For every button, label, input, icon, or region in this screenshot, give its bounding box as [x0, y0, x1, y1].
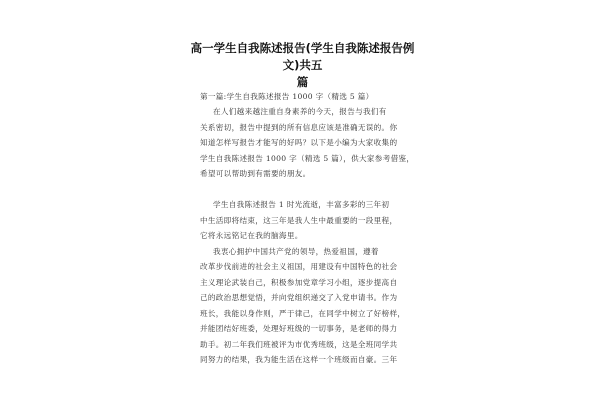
paragraph-line: 同努力的结果，我为能生活在这样一个班级而自豪。三年 — [200, 355, 398, 364]
paragraph-line: 并能团结好班委，处理好班级的一切事务，是老师的得力 — [200, 324, 398, 333]
paragraph-line: 知道怎样写报告才能写的好吗？以下是小编为大家收集的 — [200, 138, 398, 147]
paragraph-line: 我衷心拥护中国共产党的领导，热爱祖国，遵着 — [213, 247, 379, 256]
paragraph-line: 助手。初二年我们班被评为市优秀班级，这是全班同学共 — [200, 340, 398, 349]
paragraph-line: 在人们越来越注重自身素养的今天，报告与我们有 — [213, 107, 387, 116]
section-heading: 第一篇:学生自我陈述报告 1000 字（精选 5 篇） — [200, 92, 374, 101]
paragraph-line: 学生自我陈述报告 1000 字（精选 5 篇），供大家参考借鉴， — [200, 154, 415, 163]
paragraph-line: 改革步伐前进的社会主义祖国，用建设有中国特色的社会 — [200, 262, 398, 271]
title-line-2: 篇 — [296, 75, 309, 89]
paragraph-line: 己的政治思想觉悟，并向党组织递交了入党申请书。作为 — [200, 293, 398, 302]
paragraph-line: 学生自我陈述报告 1 时光流逝，丰富多彩的三年初 — [213, 200, 390, 209]
paragraph-line: 班长，我能以身作则，严于律己，在同学中树立了好榜样， — [200, 309, 406, 318]
paragraph-line: 它将永远铭记在我的脑海里。 — [200, 231, 303, 240]
document-title — [190, 40, 415, 91]
paragraph-line: 希望可以帮助到有需要的朋友。 — [200, 169, 311, 178]
title-line-1: 高一学生自我陈述报告(学生自我陈述报告例文)共五 — [190, 41, 415, 72]
paragraph-line: 主义理论武装自己，积极参加党章学习小组，逐步提高自 — [200, 278, 398, 287]
paragraph-line: 关系密切，报告中提到的所有信息应该是准确无误的。你 — [200, 123, 398, 132]
paragraph-line: 中生活即将结束，这三年是我人生中最重要的一段里程， — [200, 216, 398, 225]
